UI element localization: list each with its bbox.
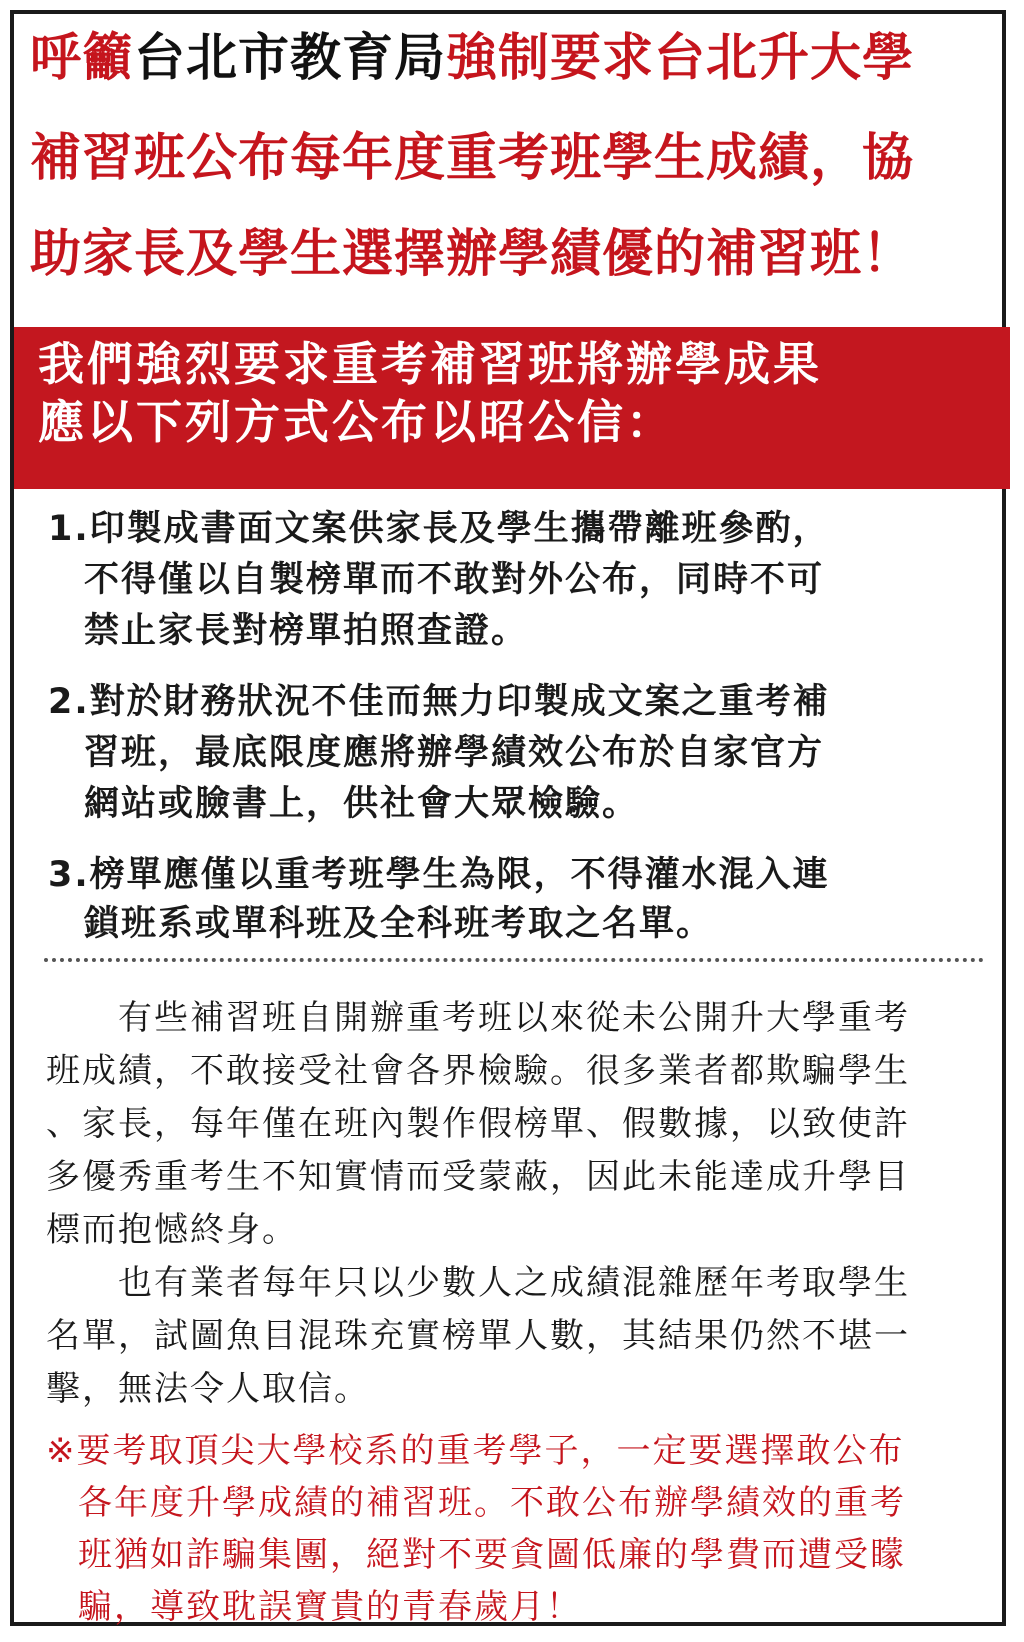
headline-demand: 強制要求台北升大學 [446, 29, 915, 88]
body-para-1-line-3: 、家長，每年僅在班內製作假榜單、假數據，以致使許 [46, 1104, 910, 1144]
requirement-1-line-3: 禁止家長對榜單拍照查證。 [84, 611, 529, 651]
headline-line-3: 助家長及學生選擇辦學績優的補習班！ [30, 225, 915, 284]
note-line-2: 各年度升學成績的補習班。不敢公布辦學績效的重考 [78, 1483, 906, 1523]
banner-line-2: 應以下列方式公布以昭公信： [38, 395, 675, 449]
note-line-4: 騙，導致耽誤寶貴的青春歲月！ [78, 1587, 582, 1627]
body-para-2-line-2: 名單，試圖魚目混珠充實榜單人數，其結果仍然不堪一 [46, 1316, 910, 1356]
banner-line-1: 我們強烈要求重考補習班將辦學成果 [38, 337, 822, 391]
note-line-1: ※要考取頂尖大學校系的重考學子，一定要選擇敢公布 [46, 1431, 905, 1471]
dotted-divider [44, 958, 984, 962]
requirement-1-line-2: 不得僅以自製榜單而不敢對外公布，同時不可 [84, 560, 825, 600]
requirement-2-line-2: 習班，最底限度應將辦學績效公布於自家官方 [84, 733, 825, 773]
requirement-2-line-3: 網站或臉書上，供社會大眾檢驗。 [84, 784, 640, 824]
note-line-3: 班猶如詐騙集團，絕對不要貪圖低廉的學費而遭受矇 [78, 1535, 906, 1575]
requirement-3-line-2: 鎖班系或單科班及全科班考取之名單。 [84, 904, 714, 944]
requirement-3-line-1: 3.榜單應僅以重考班學生為限，不得灌水混入連 [48, 855, 830, 895]
requirement-2-line-1: 2.對於財務狀況不佳而無力印製成文案之重考補 [48, 682, 830, 722]
headline-line-1 [30, 30, 980, 88]
body-para-2-line-3: 擊，無法令人取信。 [46, 1369, 370, 1409]
body-para-1-line-2: 班成績，不敢接受社會各界檢驗。很多業者都欺騙學生 [46, 1051, 910, 1091]
headline-line-2: 補習班公布每年度重考班學生成績，協 [30, 129, 915, 188]
requirement-1-line-1: 1.印製成書面文案供家長及學生攜帶離班參酌， [48, 509, 830, 549]
body-para-1-line-1: 有些補習班自開辦重考班以來從未公開升大學重考 [46, 998, 910, 1038]
body-para-1-line-5: 標而抱憾終身。 [46, 1210, 298, 1250]
headline-appeal: 呼籲 [30, 29, 135, 88]
body-para-2-line-1: 也有業者每年只以少數人之成績混雜歷年考取學生 [46, 1263, 910, 1303]
headline-bureau: 台北市教育局 [134, 29, 447, 88]
body-para-1-line-4: 多優秀重考生不知實情而受蒙蔽，因此未能達成升學目 [46, 1157, 910, 1197]
